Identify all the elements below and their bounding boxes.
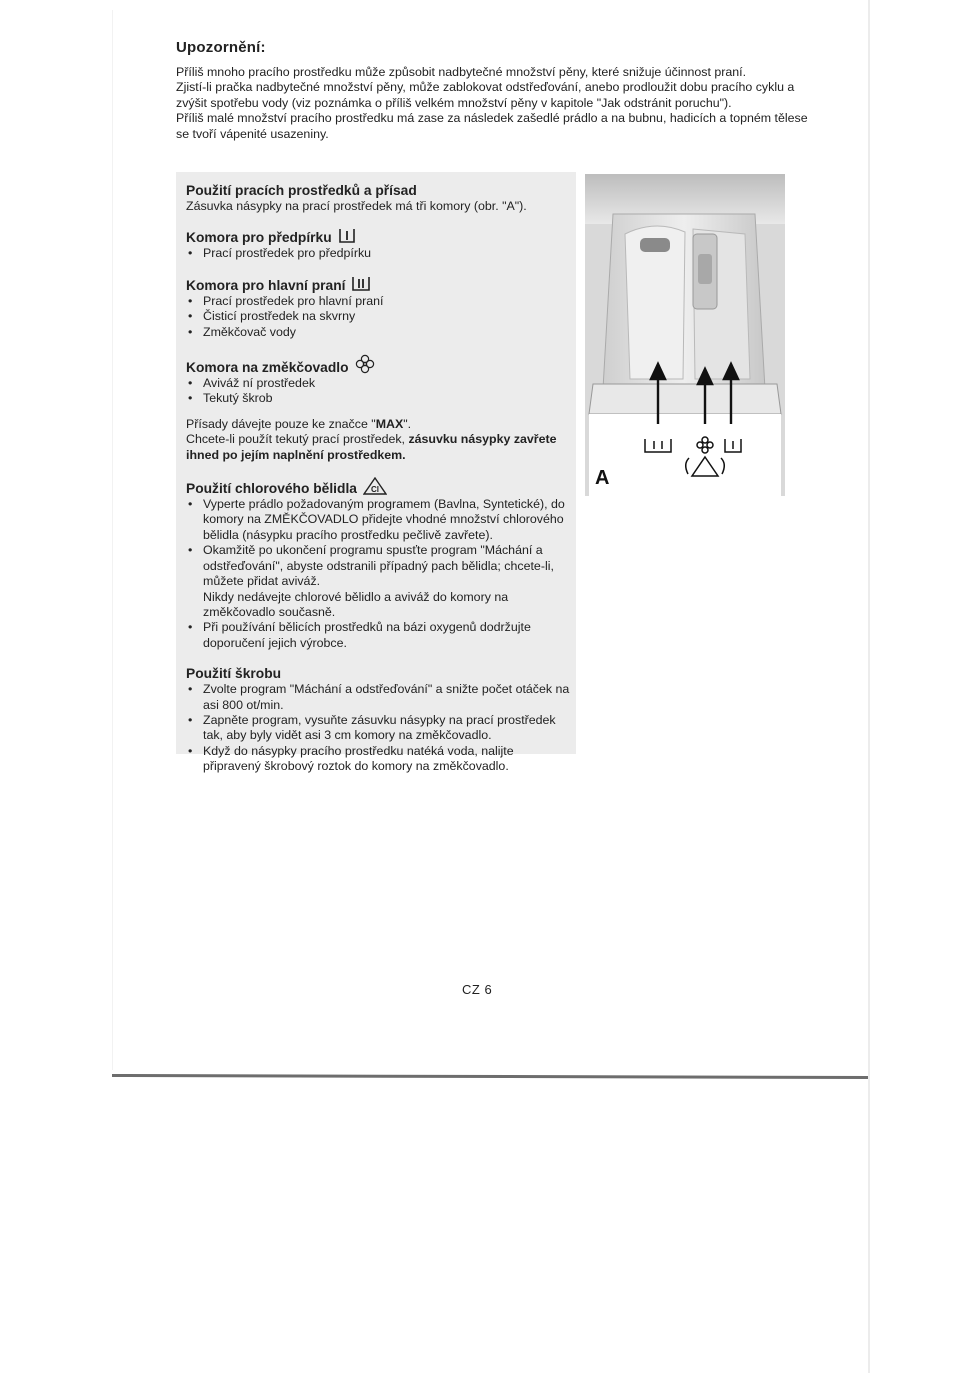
page-edge xyxy=(112,10,113,1070)
figure-label: A xyxy=(595,467,610,489)
mainwash-list xyxy=(186,294,572,340)
bleach-list xyxy=(186,497,572,651)
bleach-symbol-text: Cl xyxy=(370,485,379,495)
warning-line-2: Zjistí-li pračka nadbytečné množství pěny, může zablokovat odstřeďování, anebo prodloužit dobu pracího cyklu a zvýšit spotřebu vody (viz poznámka o příliš velkém množství pěny v kapitole "Jak odstránit poruchu"). xyxy=(176,80,795,110)
warning-line-3: Příliš malé množství pracího prostředku má zase za následek zašedlé prádlo a na bubnu, hadicích a topném tělese se tvoří vápenité usazeniny. xyxy=(176,111,808,141)
softener-flower-icon xyxy=(355,354,375,374)
warning-line-1: Příliš mnoho pracího prostředku může způsobit nadbytečné množství pěny, které snižuje účinnost praní. xyxy=(176,64,747,79)
bleach-title: Použití chlorového bělidla Cl xyxy=(186,477,572,497)
mainwash-compartment-icon xyxy=(351,276,371,292)
detergent-drawer-figure xyxy=(585,174,785,496)
list-item: • Zapněte program, vysuňte zásuvku násypky na prací prostředek tak, aby byly vidět asi 3 cm komory na změkčovadlo. xyxy=(186,713,572,744)
list-item: • Tekutý škrob xyxy=(186,391,572,406)
instructions-content xyxy=(186,182,572,775)
prewash-compartment-icon xyxy=(338,228,356,244)
bleach-triangle-icon xyxy=(363,477,387,495)
starch-list xyxy=(186,682,572,774)
page-edge-shadow xyxy=(868,0,870,1373)
list-item: • Prací prostředek pro hlavní praní xyxy=(186,294,572,309)
warning-title: Upozornění: xyxy=(176,39,266,56)
usage-title: Použití pracích prostředků a přísad xyxy=(186,183,417,198)
list-item: • Okamžitě po ukončení programu spusťte program "Máchání a odstřeďování", abyste odstranili případný pach bělidla; chcete-li, můžete přidat aviváž. Nikdy nedávejte chlorové bělidlo a aviváž do komory na změkčovadlo současně. xyxy=(186,543,572,620)
softener-list xyxy=(186,376,572,407)
prewash-title: Komora pro předpírku xyxy=(186,228,572,246)
mainwash-title: Komora pro hlavní praní xyxy=(186,276,572,294)
warning-section xyxy=(176,40,816,143)
max-note: Přísady dávejte pouze ke značce "MAX". xyxy=(186,416,412,431)
list-item: • Aviváž ní prostředek xyxy=(186,376,572,391)
list-item: • Prací prostředek pro předpírku xyxy=(186,246,572,261)
list-item: • Změkčovač vody xyxy=(186,325,572,340)
page-number: CZ 6 xyxy=(462,982,493,997)
list-item: • Zvolte program "Máchání a odstřeďování" a snižte počet otáček na asi 800 ot/min. xyxy=(186,682,572,713)
softener-title: Komora na změkčovadlo xyxy=(186,354,572,376)
list-item: • Když do násypky pracího prostředku natéká voda, nalijte připravený škrobový roztok do komory na změkčovadlo. xyxy=(186,744,572,775)
prewash-list xyxy=(186,246,572,261)
bottom-rule xyxy=(112,1074,868,1079)
starch-title: Použití škrobu xyxy=(186,666,282,682)
list-item: • Čisticí prostředek na skvrny xyxy=(186,309,572,324)
list-item: • Vyperte prádlo požadovaným programem (Bavlna, Syntetické), do komory na ZMĚKČOVADLO přidejte vhodné množství chlorového bělidla (násypku pracího prostředku pečlivě zavřete). xyxy=(186,497,572,543)
close-drawer-note: Chcete-li použít tekutý prací prostředek, zásuvku násypky zavřete ihned po jejím naplnění prostředkem. xyxy=(186,432,557,462)
list-item: • Při používání bělicích prostředků na bázi oxygenů dodržujte doporučení jejich výrobce. xyxy=(186,620,572,651)
usage-intro: Zásuvka násypky na prací prostředek má tři komory (obr. "A"). xyxy=(186,199,527,213)
bleach-note: Nikdy nedávejte chlorové bělidlo a aviváž do komory na změkčovadlo současně. xyxy=(203,589,509,619)
